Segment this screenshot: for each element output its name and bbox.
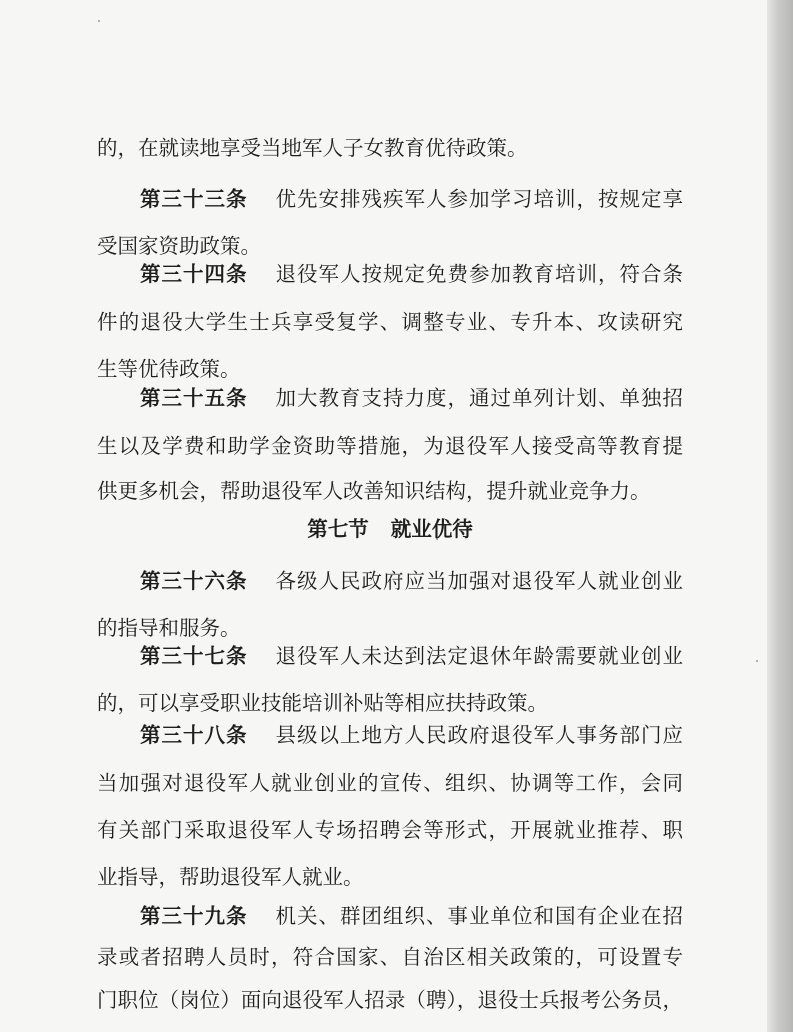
text-line <box>97 772 683 794</box>
body-text: 件的退役大学生士兵享受复学、调整专业、专升本、攻读研究 <box>97 310 683 334</box>
body-text: 优先安排残疾军人参加学习培训，按规定享 <box>275 187 683 211</box>
body-text: 有关部门采取退役军人专场招聘会等形式，开展就业推荐、职 <box>97 818 683 842</box>
body-text: 生等优待政策。 <box>97 357 241 381</box>
text-line <box>97 819 683 841</box>
section-number: 第七节 <box>307 517 369 541</box>
body-text: 的，在就读地享受当地军人子女教育优待政策。 <box>97 136 528 160</box>
body-text: 的指导和服务。 <box>97 616 241 640</box>
text-line <box>97 480 651 502</box>
section-heading <box>97 518 683 540</box>
body-text: 加大教育支持力度，通过单列计划、单独招 <box>275 386 683 410</box>
scan-speck <box>98 20 100 22</box>
article-35-line <box>140 387 683 409</box>
text-line <box>97 989 683 1011</box>
text-line <box>97 946 683 968</box>
body-text: 退役军人按规定免费参加教育培训，符合条 <box>275 262 683 286</box>
document-body <box>97 136 683 1012</box>
article-number: 第三十七条 <box>140 644 248 668</box>
article-number: 第三十三条 <box>140 187 248 211</box>
text-line <box>97 358 241 380</box>
article-number: 第三十六条 <box>140 569 248 593</box>
article-number: 第三十四条 <box>140 262 248 286</box>
article-39-line <box>140 905 683 927</box>
body-text: 受国家资助政策。 <box>97 234 261 258</box>
article-33-line <box>140 188 683 210</box>
article-number: 第三十九条 <box>140 904 248 928</box>
body-text: 各级人民政府应当加强对退役军人就业创业 <box>275 569 683 593</box>
article-38-line <box>140 724 683 746</box>
article-number: 第三十八条 <box>140 723 248 747</box>
body-text: 县级以上地方人民政府退役军人事务部门应 <box>275 723 683 747</box>
text-line <box>97 311 683 333</box>
page-edge-shadow <box>767 0 793 1032</box>
body-text: 机关、群团组织、事业单位和国有企业在招 <box>275 904 683 928</box>
body-text: 门职位（岗位）面向退役军人招录（聘），退役士兵报考公务员， <box>97 988 683 1012</box>
article-37-line <box>140 645 683 667</box>
article-36-line <box>140 570 683 592</box>
article-34-line <box>140 263 683 285</box>
body-text: 当加强对退役军人就业创业的宣传、组织、协调等工作，会同 <box>97 771 683 795</box>
article-number: 第三十五条 <box>140 386 248 410</box>
text-line <box>97 617 241 639</box>
text-line <box>97 866 364 888</box>
body-text: 录或者招聘人员时，符合国家、自治区相关政策的，可设置专 <box>97 945 683 969</box>
section-title: 就业优待 <box>390 517 473 541</box>
body-text: 的，可以享受职业技能培训补贴等相应扶持政策。 <box>97 691 548 715</box>
body-text: 生以及学费和助学金资助等措施，为退役军人接受高等教育提 <box>97 434 683 458</box>
text-line <box>97 235 261 257</box>
body-text: 退役军人未达到法定退休年龄需要就业创业 <box>275 644 683 668</box>
text-line <box>97 137 683 159</box>
scan-speck <box>756 660 758 662</box>
text-line <box>97 435 683 457</box>
body-text: 业指导，帮助退役军人就业。 <box>97 865 364 889</box>
text-line <box>97 692 548 714</box>
body-text: 供更多机会，帮助退役军人改善知识结构，提升就业竞争力。 <box>97 479 651 503</box>
